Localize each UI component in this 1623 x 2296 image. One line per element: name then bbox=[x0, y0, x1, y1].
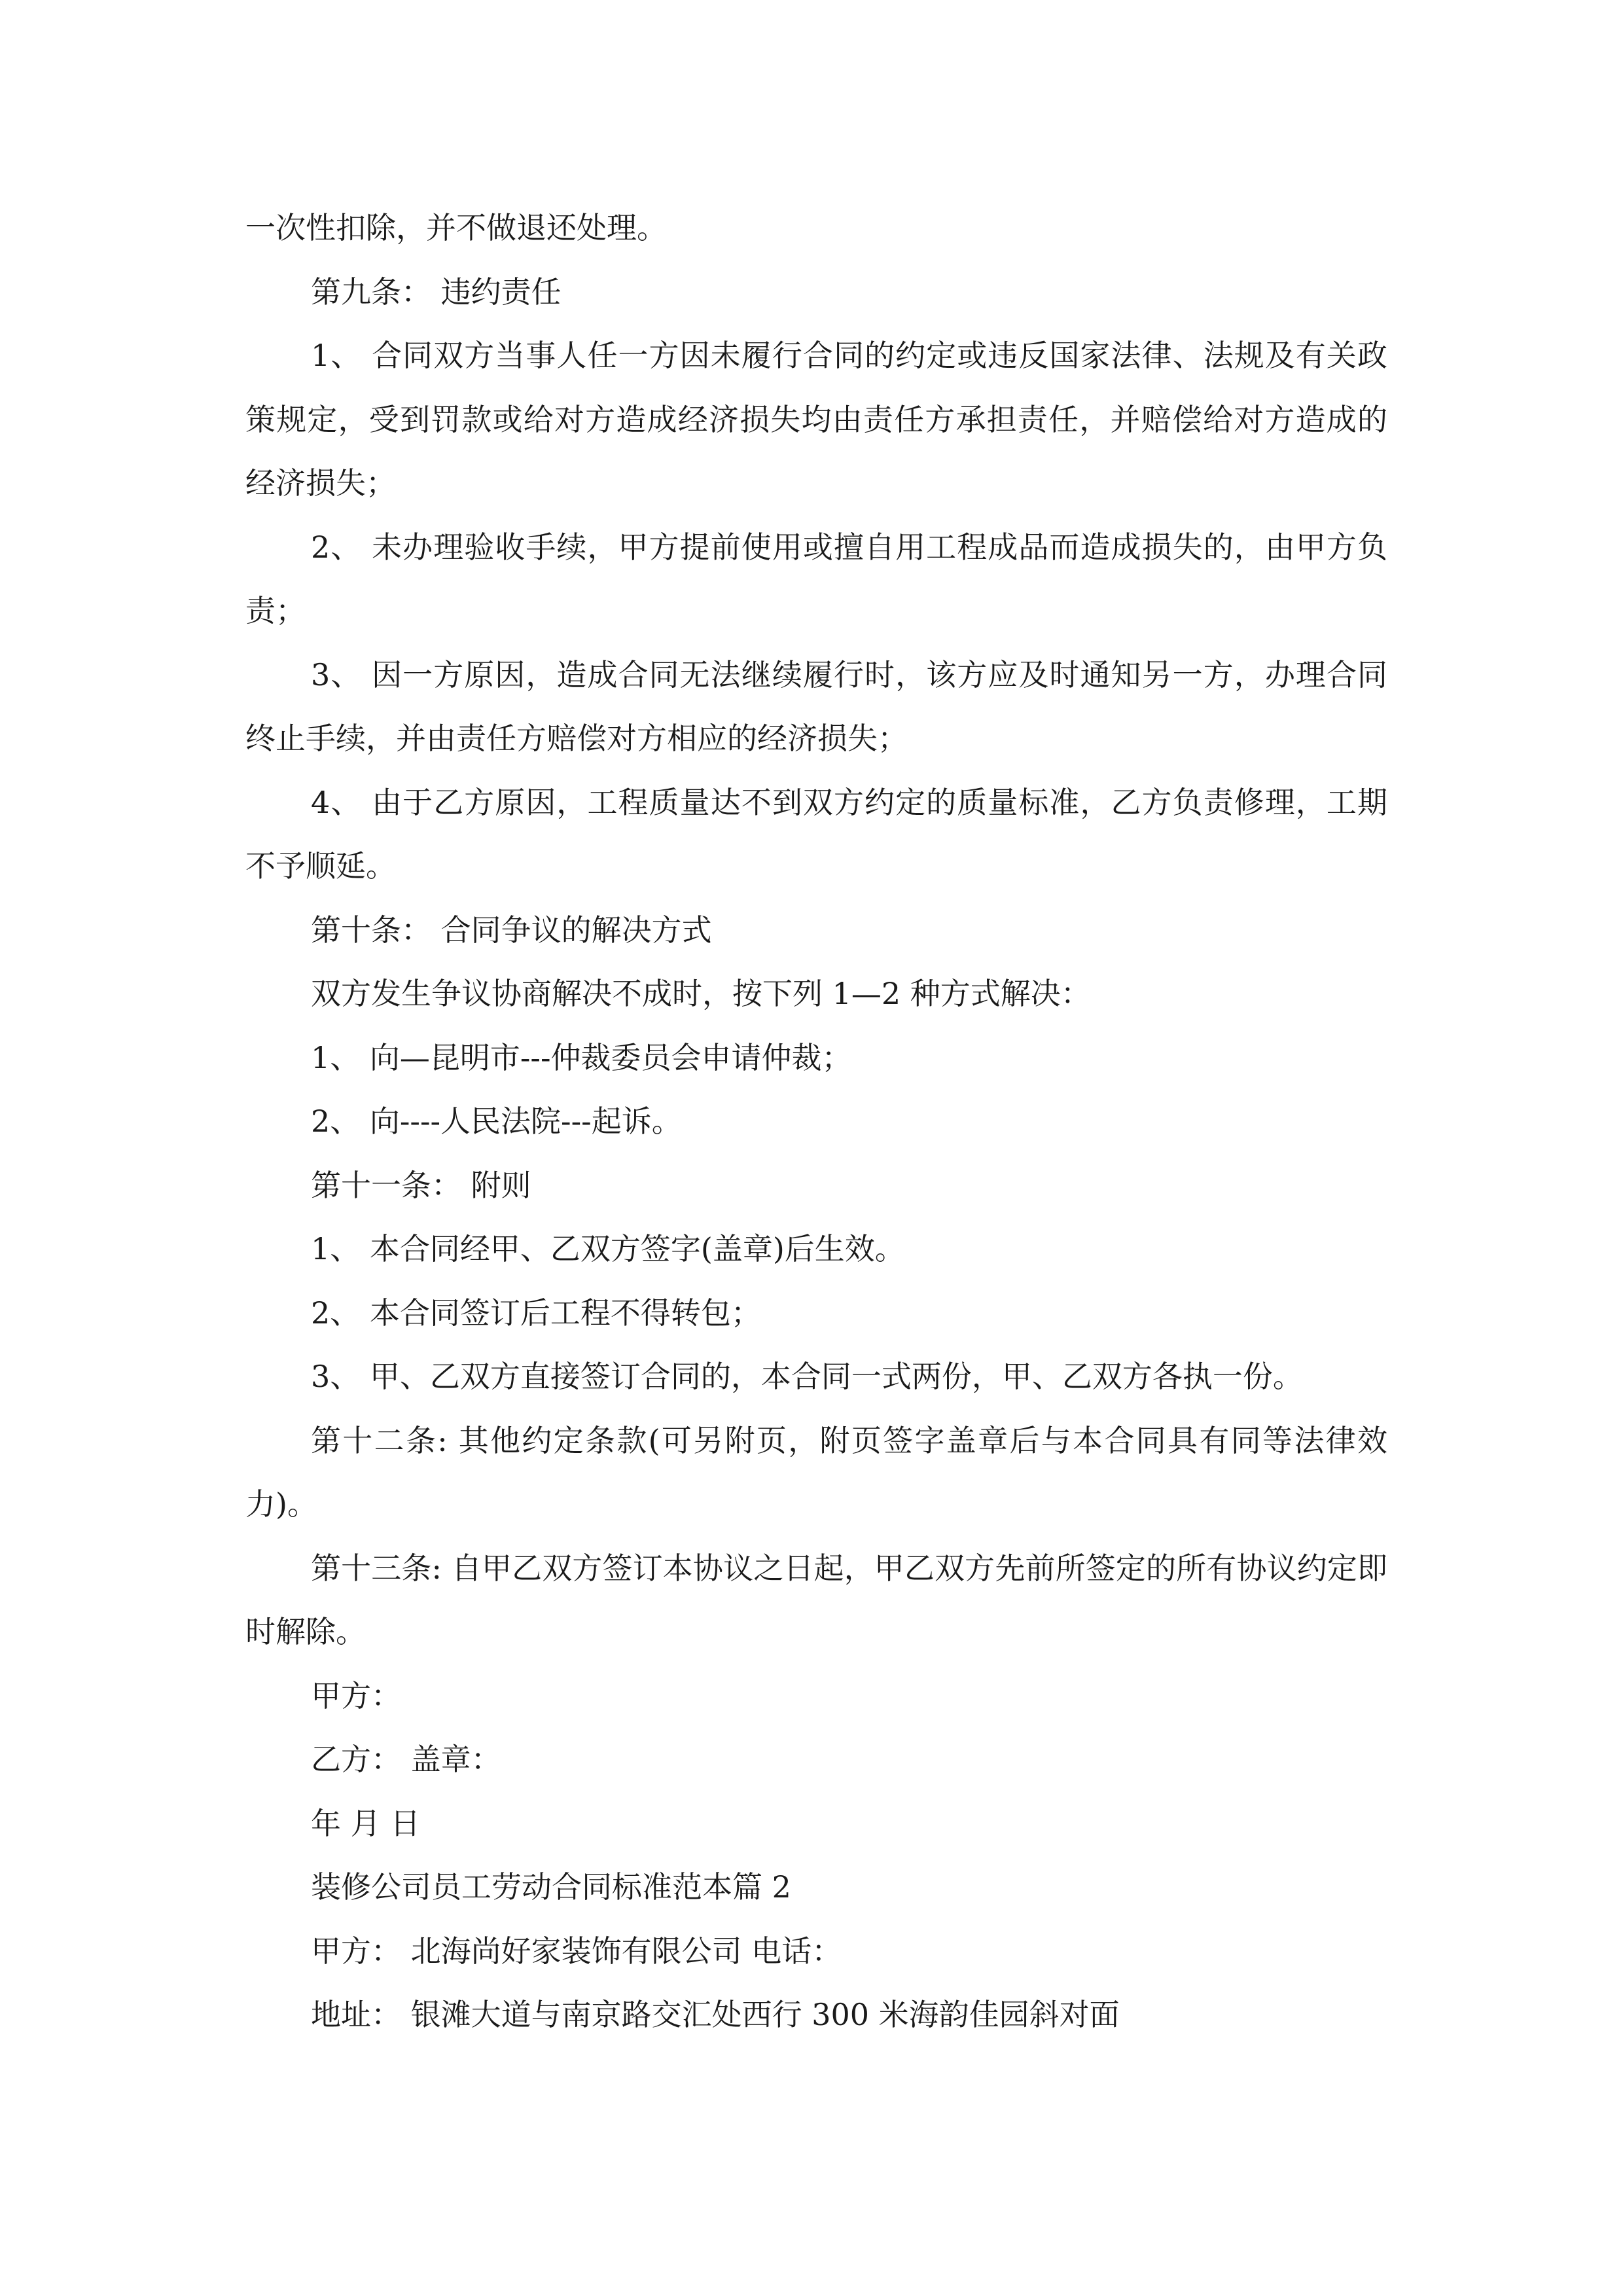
party-a-address: 地址： 银滩大道与南京路交汇处西行 300 米海韵佳园斜对面 bbox=[311, 1997, 1120, 2032]
article-11-heading: 第十一条： 附则 bbox=[311, 1167, 531, 1203]
signature-party-b: 乙方： 盖章： bbox=[311, 1742, 501, 1777]
article-11-clause-1: 1、 本合同经甲、乙双方签字(盖章)后生效。 bbox=[311, 1231, 905, 1266]
article-11-clause-3: 3、 甲、乙双方直接签订合同的，本合同一式两份，甲、乙双方各执一份。 bbox=[311, 1359, 1303, 1394]
section-title-part-2: 装修公司员工劳动合同标准范本篇 2 bbox=[311, 1869, 791, 1905]
article-10-intro: 双方发生争议协商解决不成时，按下列 1—2 种方式解决： bbox=[311, 976, 1091, 1011]
article-9-clause-3: 3、 因一方原因，造成合同无法继续履行时，该方应及时通知另一方，办理合同终止手续，并由责任方赔偿对方相应的经济损失； bbox=[245, 656, 1387, 756]
article-10-heading: 第十条： 合同争议的解决方式 bbox=[311, 912, 712, 948]
article-13: 第十三条: 自甲乙双方签订本协议之日起，甲乙双方先前所签定的所有协议约定即时解除。 bbox=[245, 1550, 1387, 1649]
article-9-clause-1: 1、 合同双方当事人任一方因未履行合同的约定或违反国家法律、法规及有关政策规定，受到罚款或给对方造成经济损失均由责任方承担责任，并赔偿给对方造成的经济损失； bbox=[245, 338, 1387, 501]
article-9-clause-2: 2、 未办理验收手续，甲方提前使用或擅自用工程成品而造成损失的，由甲方负责； bbox=[245, 529, 1387, 628]
article-9-heading: 第九条： 违约责任 bbox=[311, 274, 562, 310]
article-9-clause-4: 4、 由于乙方原因，工程质量达不到双方约定的质量标准，乙方负责修理，工期不予顺延。 bbox=[245, 784, 1387, 884]
signature-date: 年 月 日 bbox=[311, 1805, 421, 1841]
article-12: 第十二条: 其他约定条款(可另附页，附页签字盖章后与本合同具有同等法律效力)。 bbox=[245, 1422, 1387, 1522]
article-10-clause-2: 2、 向----人民法院---起诉。 bbox=[311, 1103, 682, 1139]
contract-body bbox=[245, 196, 1387, 2047]
paragraph-carryover: 一次性扣除，并不做退还处理。 bbox=[245, 210, 667, 245]
article-10-clause-1: 1、 向—昆明市---仲裁委员会申请仲裁； bbox=[311, 1039, 852, 1075]
signature-party-a: 甲方： bbox=[311, 1677, 401, 1713]
article-11-clause-2: 2、 本合同签订后工程不得转包； bbox=[311, 1295, 761, 1331]
party-a-info: 甲方： 北海尚好家装饰有限公司 电话： bbox=[311, 1933, 842, 1969]
